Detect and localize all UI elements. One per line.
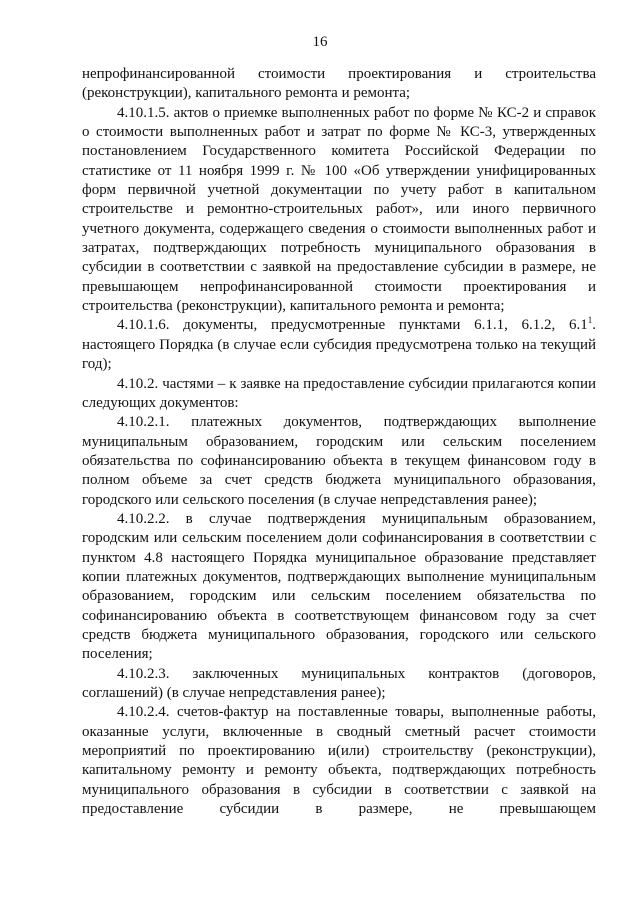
paragraph-4-10-2-4: 4.10.2.4. счетов-фактур на поставленные товары, выполненные работы, оказанные услуги, включенные в сводный сметный расчет стоимости мероприятий по проектированию и(или) строительству (реконструкции), капитальному ремонту и ремонту объекта, подтверждающих потребность муниципального образования в субсидии в соответствии с заявкой на предоставление субсидии в размере, не превышающем bbox=[82, 704, 596, 818]
paragraph-4-10-2-1: 4.10.2.1. платежных документов, подтверждающих выполнение муниципальным образованием, городским или сельским поселением обязательства по софинансированию объекта в текущем финансовом году в полном объеме за счет средств бюджета муниципального образования, городского или сельского поселения (в случае непредставления ранее); bbox=[82, 414, 596, 508]
paragraph-4-10-2: 4.10.2. частями – к заявке на предоставление субсидии прилагаются копии следующих документов: bbox=[82, 375, 596, 411]
paragraph-4-10-1-5: 4.10.1.5. актов о приемке выполненных работ по форме № КС-2 и справок о стоимости выполненных работ и затрат по форме № КС-3, утвержденных постановлением Государственного комитета Российской Федерации по статистике от 11 ноября 1999 г. № 100 «Об утверждении унифицированных форм первичной учетной документации по учету работ в капитальном строительстве и ремонтно-строительных работ», или иного первичного учетного документа, содержащего сведения о стоимости выполненных работ и затратах, подтверждающих потребность муниципального образования в субсидии в соответствии с заявкой на предоставление субсидии в размере, не превышающем непрофинансированной стоимости проектирования и строительства (реконструкции), капитального ремонта и ремонта; bbox=[82, 104, 596, 315]
paragraph-4-10-1-6 bbox=[82, 316, 596, 374]
document-body bbox=[82, 65, 596, 819]
page-number: 16 bbox=[312, 34, 328, 50]
paragraph-4-10-1-6-text-after: . настоящего Порядка (в случае если субсидия предусмотрена только на текущий год); bbox=[82, 317, 596, 373]
paragraph-4-10-2-3: 4.10.2.3. заключенных муниципальных контрактов (договоров, соглашений) (в случае непредставления ранее); bbox=[82, 665, 596, 701]
superscript-footnote-mark: 1 bbox=[587, 315, 593, 326]
paragraph-4-10-2-2: 4.10.2.2. в случае подтверждения муниципальным образованием, городским или сельским поселением доли софинансирования в соответствии с пунктом 4.8 настоящего Порядка муниципальное образование представляет копии платежных документов, подтверждающих выполнение муниципальным образованием, городским или сельским поселением обязательства по софинансированию объекта в соответствующем финансовом году за счет средств бюджета муниципального образования, городского или сельского поселения; bbox=[82, 510, 596, 663]
paragraph-4-10-1-6-text-before: 4.10.1.6. документы, предусмотренные пунктами 6.1.1, 6.1.2, 6.1 bbox=[117, 317, 588, 334]
paragraph-continuation: непрофинансированной стоимости проектирования и строительства (реконструкции), капитального ремонта и ремонта; bbox=[82, 66, 596, 102]
